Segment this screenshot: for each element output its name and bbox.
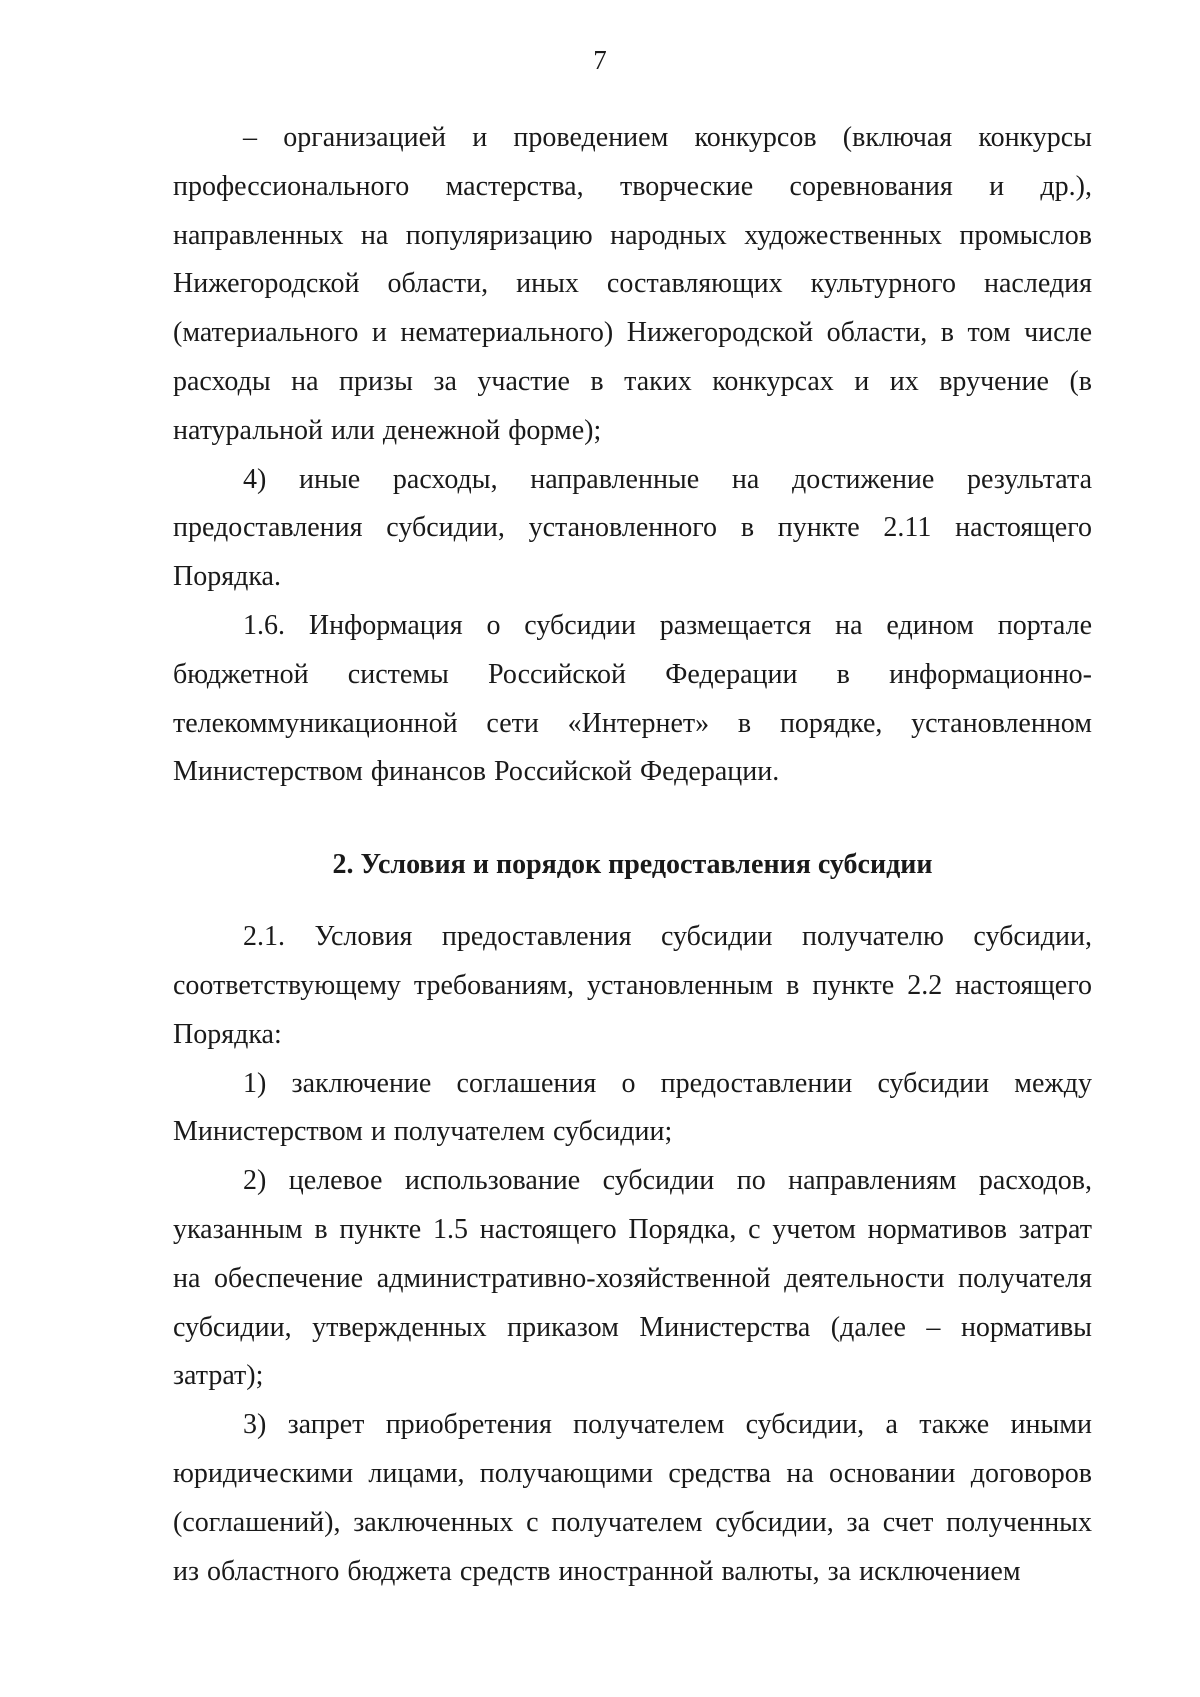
page-number: 7 bbox=[593, 45, 607, 75]
paragraph-other-expenses: 4) иные расходы, направленные на достижение результата предоставления субсидии, установленного в пункте 2.11 настоящего Порядка. bbox=[173, 463, 1092, 593]
paragraph-condition-2: 2) целевое использование субсидии по направлениям расходов, указанным в пункте 1.5 настоящего Порядка, с учетом нормативов затрат на обеспечение административно-хозяйственной деятельности получателя субсидии, утвержденных приказом Министерства (далее – нормативы затрат); bbox=[173, 1165, 1092, 1392]
paragraph-contests: – организацией и проведением конкурсов (включая конкурсы профессионального мастерства, творческие соревнования и др.), направленных на популяризацию народных художественных промыслов Нижегородской области, иных составляющих культурного наследия (материального и нематериального) Нижегородской области, в том числе расходы на призы за участие в таких конкурсах и их вручение (в натуральной или денежной форме); bbox=[173, 122, 1092, 446]
section-heading: 2. Условия и порядок предоставления субсидии bbox=[332, 849, 933, 881]
paragraph-condition-1: 1) заключение соглашения о предоставлении субсидии между Министерством и получателем субсидии; bbox=[173, 1067, 1092, 1148]
paragraph-2-1: 2.1. Условия предоставления субсидии получателю субсидии, соответствующему требованиям, установленным в пункте 2.2 настоящего Порядка: bbox=[173, 921, 1092, 1050]
paragraph-1-6: 1.6. Информация о субсидии размещается на едином портале бюджетной системы Российской Федерации в информационно-телекоммуникационной сети «Интернет» в порядке, установленном Министерством финансов Российской Федерации. bbox=[173, 609, 1092, 788]
paragraph-condition-3: 3) запрет приобретения получателем субсидии, а также иными юридическими лицами, получающими средства на основании договоров (соглашений), заключенных с получателем субсидии, за счет полученных из областного бюджета средств иностранной валюты, за исключением bbox=[173, 1409, 1092, 1587]
document-body bbox=[173, 114, 1092, 1596]
